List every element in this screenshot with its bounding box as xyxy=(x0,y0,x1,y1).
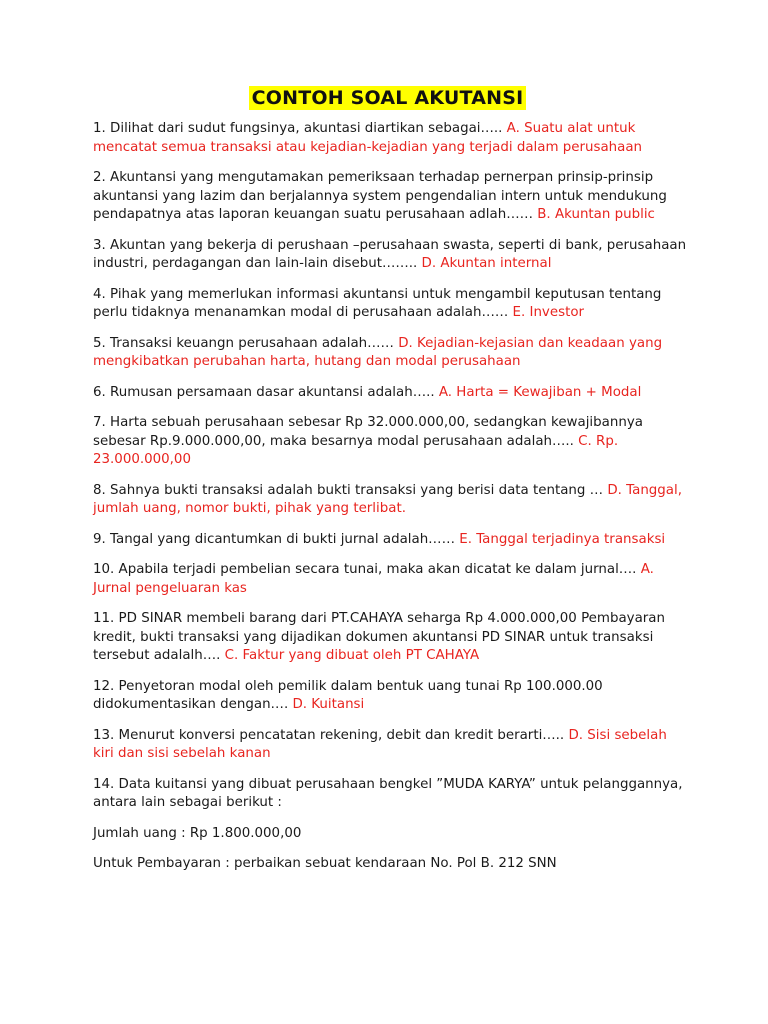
question-answer: E. Investor xyxy=(512,305,585,320)
question-10 xyxy=(93,561,688,598)
question-answer: A. Jurnal pengeluaran kas xyxy=(93,562,654,596)
page-title: CONTOH SOAL AKUTANSI xyxy=(249,86,527,110)
question-text: 14. Data kuitansi yang dibuat perusahaan bengkel ”MUDA KARYA” untuk pelanggannya, antara lain sebagai berikut : xyxy=(93,776,683,810)
title-wrap xyxy=(93,86,688,110)
question-answer: A. Harta = Kewajiban + Modal xyxy=(438,384,642,400)
payment-line: Untuk Pembayaran : perbaikan sebuat kendaraan No. Pol B. 212 SNN xyxy=(93,856,557,871)
question-1 xyxy=(93,120,688,157)
question-answer: D. Kejadian-kejasian dan keadaan yang mengkibatkan perubahan harta, hutang dan modal perusahaan xyxy=(93,335,663,369)
question-13 xyxy=(93,727,688,764)
question-text: 5. Transaksi keuangn perusahaan adalah…… xyxy=(93,335,399,351)
question-text: 8. Sahnya bukti transaksi adalah bukti transaksi yang berisi data tentang … xyxy=(93,482,608,498)
question-answer: D. Sisi sebelah kiri dan sisi sebelah kanan xyxy=(93,727,667,761)
question-7 xyxy=(93,414,688,470)
question-8 xyxy=(93,482,688,519)
question-answer: B. Akuntan public xyxy=(537,207,655,222)
question-text: 13. Menurut konversi pencatatan rekening, debit dan kredit berarti….. xyxy=(93,727,569,743)
question-3 xyxy=(93,237,688,274)
question-text: 7. Harta sebuah perusahaan sebesar Rp 32.000.000,00, sedangkan kewajibannya sebesar Rp.9.000.000,00, maka besarnya modal perusahaan adalah….. xyxy=(93,415,643,449)
question-2 xyxy=(93,169,688,225)
question-answer: D. Tanggal, jumlah uang, nomor bukti, pihak yang terlibat. xyxy=(93,482,682,516)
question-text: 6. Rumusan persamaan dasar akuntansi adalah….. xyxy=(93,384,439,400)
question-text: 3. Akuntan yang bekerja di perushaan –perusahaan swasta, seperti di bank, perusahaan industri, perdagangan dan lain-lain disebut…….. xyxy=(93,237,687,271)
question-text: 10. Apabila terjadi pembelian secara tunai, maka akan dicatat ke dalam jurnal…. xyxy=(93,562,641,577)
question-9 xyxy=(93,531,688,550)
question-text: 4. Pihak yang memerlukan informasi akuntansi untuk mengambil keputusan tentang perlu tidaknya menanamkan modal di perusahaan adalah…… xyxy=(93,286,662,320)
question-text: 1. Dilihat dari sudut fungsinya, akuntasi diartikan sebagai….. xyxy=(93,121,507,136)
question-4 xyxy=(93,286,688,323)
question-14 xyxy=(93,776,688,813)
question-answer: D. Akuntan internal xyxy=(421,256,552,271)
question-6 xyxy=(93,384,688,403)
amount-line: Jumlah uang : Rp 1.800.000,00 xyxy=(93,825,302,841)
question-text: 12. Penyetoran modal oleh pemilik dalam bentuk uang tunai Rp 100.000.00 didokumentasikan dengan…. xyxy=(93,678,603,712)
question-5 xyxy=(93,335,688,372)
question-answer: C. Faktur yang dibuat oleh PT CAHAYA xyxy=(224,648,480,663)
question-answer: A. Suatu alat untuk mencatat semua transaksi atau kejadian-kejadian yang terjadi dalam perusahaan xyxy=(93,121,643,155)
question-answer: C. Rp. 23.000.000,00 xyxy=(93,433,619,467)
question-answer: E. Tanggal terjadinya transaksi xyxy=(459,531,666,547)
question-11 xyxy=(93,610,688,666)
question-12 xyxy=(93,678,688,715)
question-text: 11. PD SINAR membeli barang dari PT.CAHAYA seharga Rp 4.000.000,00 Pembayaran kredit, bukti transaksi yang dijadikan dokumen akuntansi PD SINAR untuk transaksi tersebut adalalh…. xyxy=(93,611,665,663)
question-text: 9. Tangal yang dicantumkan di bukti jurnal adalah…… xyxy=(93,531,460,547)
question-text: 2. Akuntansi yang mengutamakan pemeriksaan terhadap pernerpan prinsip-prinsip akuntansi yang lazim dan berjalannya system pengendalian intern untuk mendukung pendapatnya atas laporan keuangan suatu perusahaan adlah…… xyxy=(93,170,667,222)
question-answer: D. Kuitansi xyxy=(292,697,365,712)
